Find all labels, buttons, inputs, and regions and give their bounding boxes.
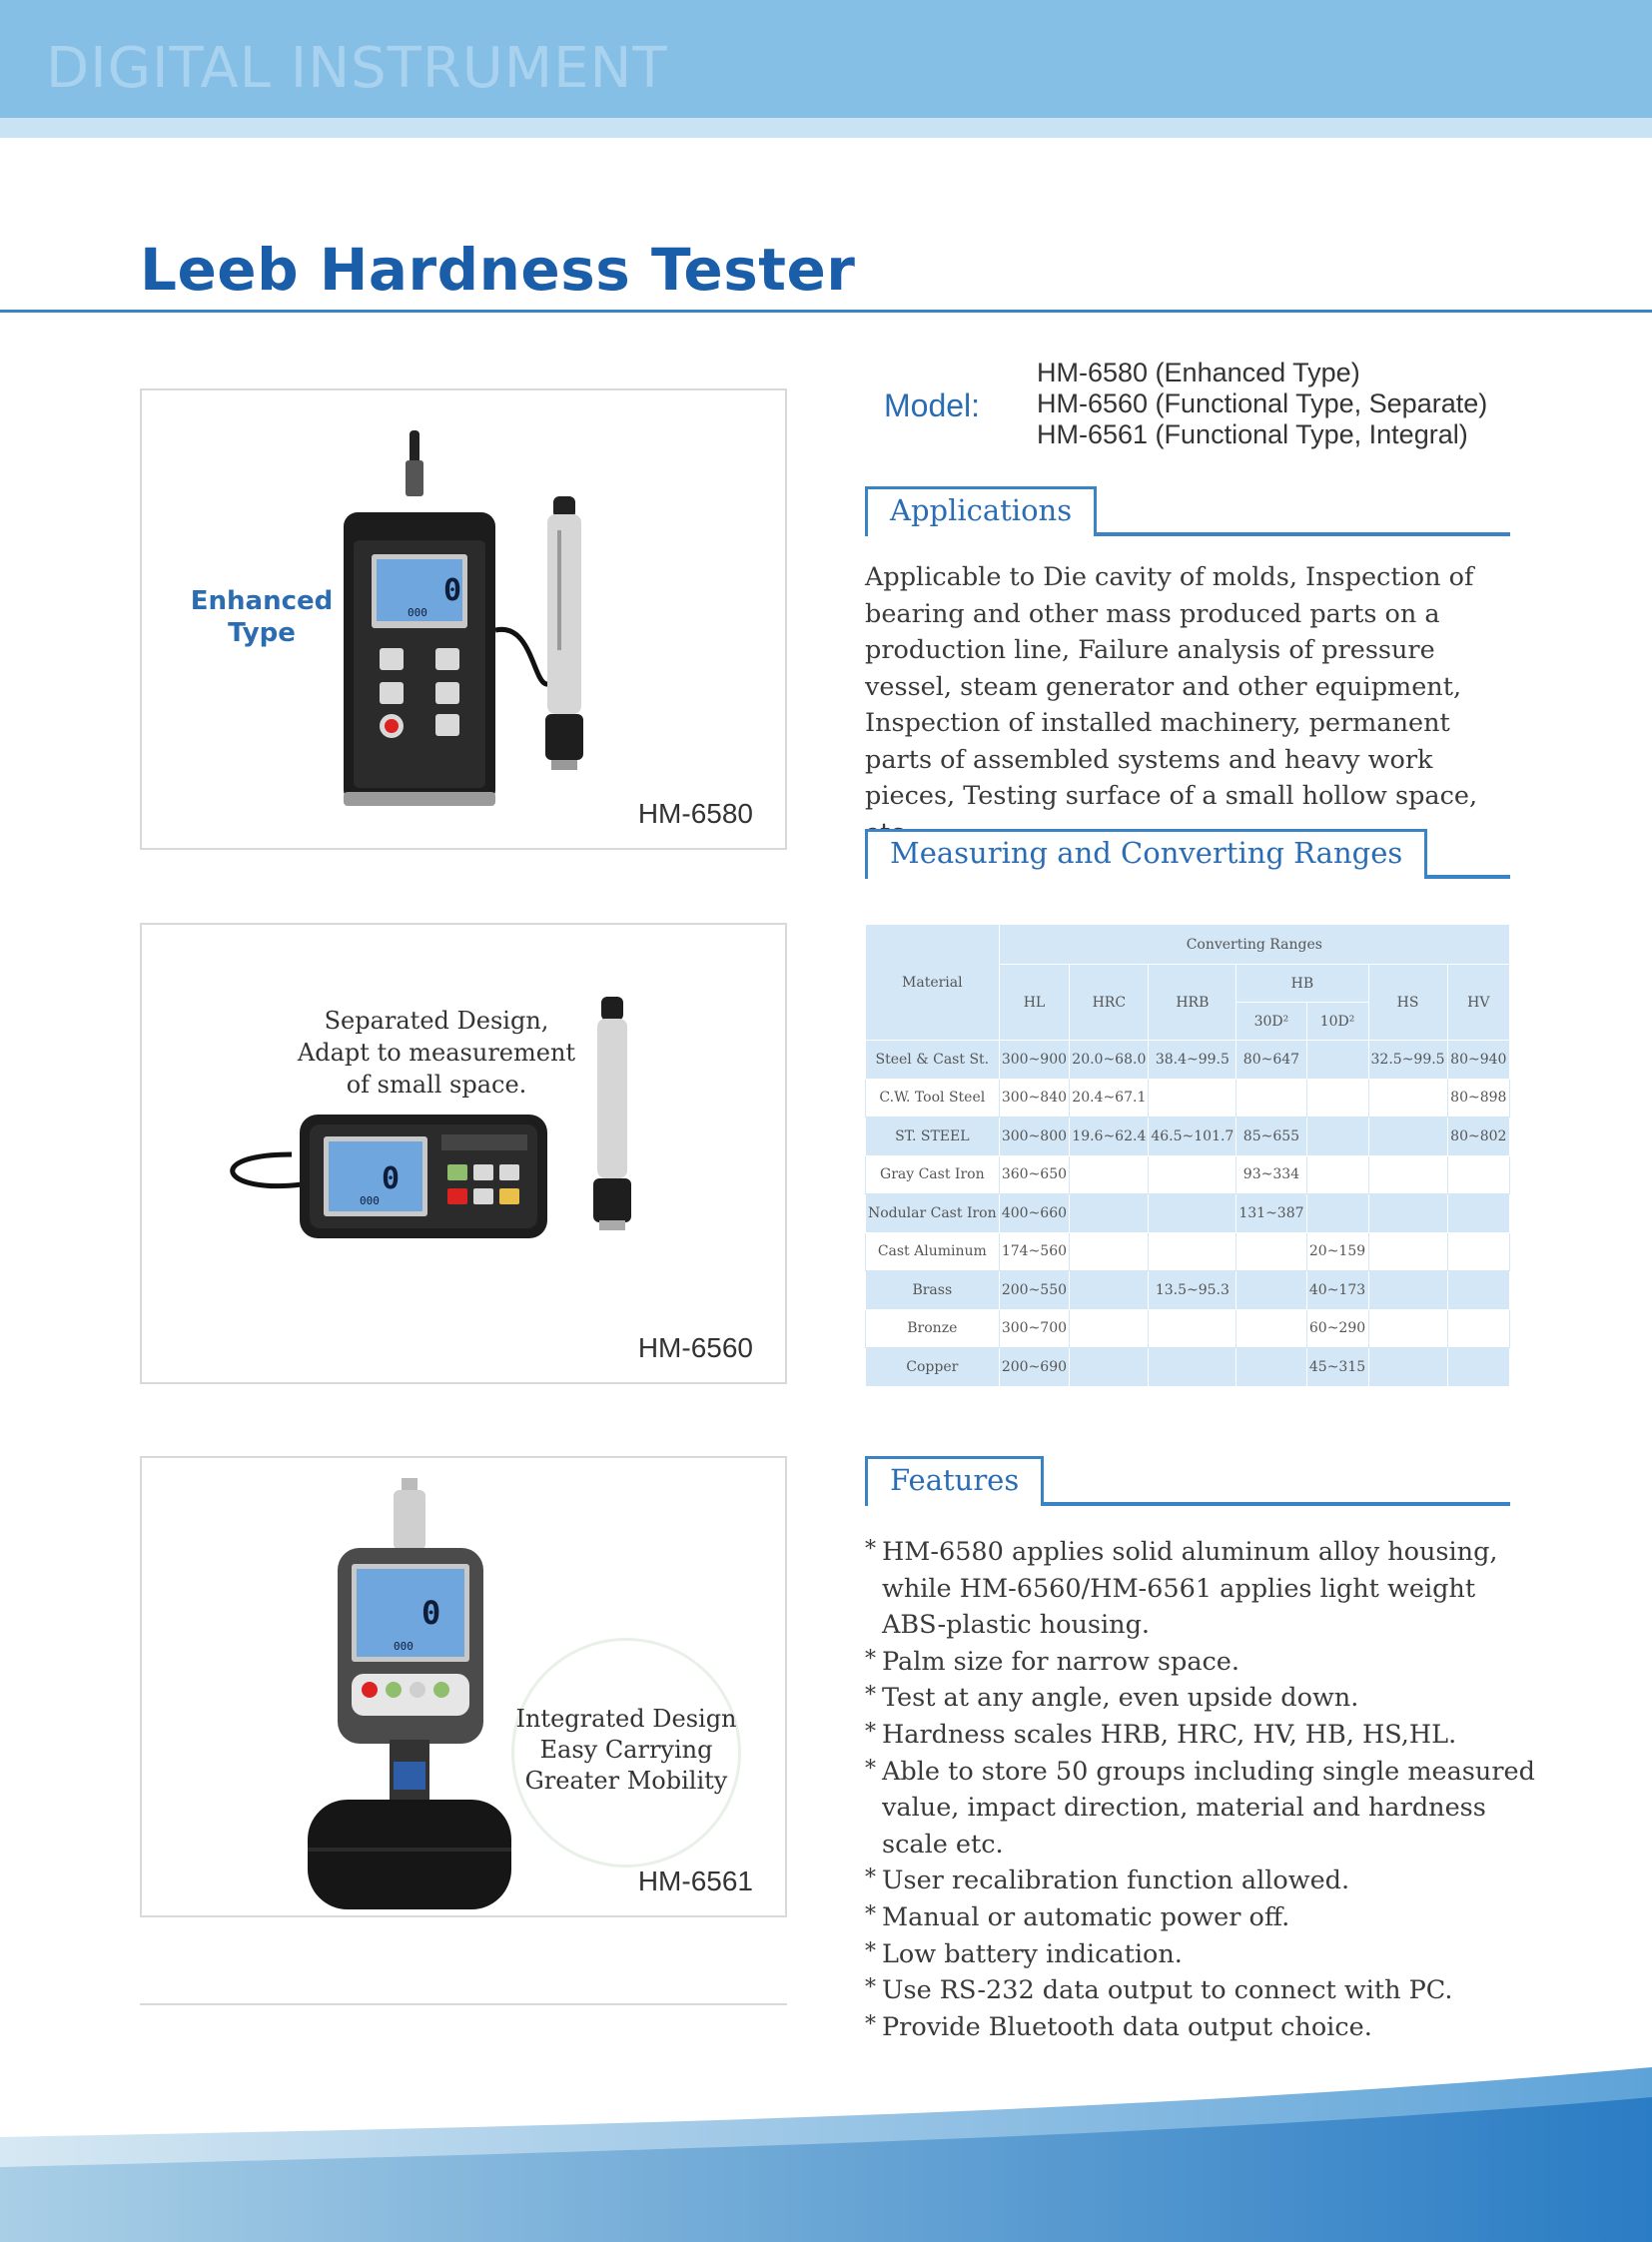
hm6580-device-image [332,430,691,830]
feature-item: * Provide Bluetooth data output choice. [865,2009,1544,2046]
range-cell [1237,1348,1306,1387]
table-row [866,1079,1510,1118]
range-cell [1070,1271,1149,1310]
product-card-hm6561 [140,1456,787,1917]
range-cell: 20.4~67.1 [1070,1079,1149,1118]
header-material: Material [866,925,1000,1041]
range-cell [1368,1079,1447,1118]
footer-wave [0,2057,1652,2242]
header-hrc: HRC [1070,965,1149,1041]
table-row [866,1232,1510,1271]
brand-name: DIGITAL INSTRUMENT [46,36,668,101]
display-digit: 0 [443,573,462,608]
range-cell [1447,1155,1509,1194]
range-cell [1070,1155,1149,1194]
product-caption: Enhanced Type [190,586,334,648]
model-label: Model: [884,387,981,423]
material-cell: C.W. Tool Steel [866,1079,1000,1118]
range-cell [1149,1194,1237,1233]
display-sub: 000 [408,606,427,619]
range-cell [1237,1309,1306,1348]
model-item: HM-6560 (Functional Type, Separate) [1037,388,1488,418]
header-hs: HS [1368,965,1447,1041]
table-row [866,1155,1510,1194]
display-sub: 000 [394,1640,413,1653]
feature-item: * Manual or automatic power off. [865,1899,1544,1936]
hm6560-device-image [212,985,671,1274]
display-digit: 0 [421,1594,441,1632]
range-cell [1447,1271,1509,1310]
features-heading: Features [865,1456,1044,1506]
table-row [866,1118,1510,1156]
ranges-table-body [866,1041,1510,1387]
range-cell: 46.5~101.7 [1149,1118,1237,1156]
product-caption: Integrated Design Easy Carrying Greater Mobility [515,1705,737,1795]
range-cell: 174~560 [999,1232,1070,1271]
range-cell: 200~550 [999,1271,1070,1310]
features-list [865,1534,1544,2045]
material-cell: Nodular Cast Iron [866,1194,1000,1233]
range-cell [1070,1194,1149,1233]
range-cell: 13.5~95.3 [1149,1271,1237,1310]
feature-item: * Test at any angle, even upside down. [865,1680,1544,1717]
header-hv: HV [1447,965,1509,1041]
table-row [866,1271,1510,1310]
column-bottom-divider [140,2003,787,2005]
feature-item: * Low battery indication. [865,1936,1544,1973]
range-cell: 300~900 [999,1041,1070,1080]
range-cell: 400~660 [999,1194,1070,1233]
material-cell: Gray Cast Iron [866,1155,1000,1194]
range-cell: 360~650 [999,1155,1070,1194]
title-divider [0,310,1652,313]
model-item: HM-6580 (Enhanced Type) [1037,358,1360,387]
range-cell [1368,1118,1447,1156]
range-cell [1070,1348,1149,1387]
header-hl: HL [999,965,1070,1041]
table-row [866,1348,1510,1387]
range-cell [1447,1232,1509,1271]
header-hrb: HRB [1149,965,1237,1041]
range-cell [1306,1155,1368,1194]
range-cell: 45~315 [1306,1348,1368,1387]
product-model-label: HM-6580 [637,798,753,829]
feature-item: * Use RS-232 data output to connect with PC. [865,1972,1544,2009]
range-cell [1070,1309,1149,1348]
range-cell [1237,1079,1306,1118]
material-cell: Bronze [866,1309,1000,1348]
range-cell: 85~655 [1237,1118,1306,1156]
range-cell [1306,1041,1368,1080]
header-hb: HB [1237,965,1368,1003]
range-cell [1447,1348,1509,1387]
feature-item: * HM-6580 applies solid aluminum alloy housing, while HM-6560/HM-6561 applies light weight ABS-plastic housing. [865,1534,1544,1644]
table-row [866,1194,1510,1233]
feature-item: * Palm size for narrow space. [865,1644,1544,1681]
material-cell: Steel & Cast St. [866,1041,1000,1080]
range-cell [1368,1194,1447,1233]
header-hb-30d2: 30D² [1237,1003,1306,1041]
range-cell: 38.4~99.5 [1149,1041,1237,1080]
page-title: Leeb Hardness Tester [140,236,856,304]
range-cell: 300~800 [999,1118,1070,1156]
range-cell: 300~840 [999,1079,1070,1118]
range-cell: 32.5~99.5 [1368,1041,1447,1080]
range-cell [1306,1194,1368,1233]
header-hb-10d2: 10D² [1306,1003,1368,1041]
range-cell: 20.0~68.0 [1070,1041,1149,1080]
range-cell [1149,1155,1237,1194]
range-cell [1368,1348,1447,1387]
range-cell: 19.6~62.4 [1070,1118,1149,1156]
material-cell: Cast Aluminum [866,1232,1000,1271]
range-cell [1447,1309,1509,1348]
range-cell [1368,1232,1447,1271]
display-sub: 000 [360,1194,380,1207]
range-cell: 93~334 [1237,1155,1306,1194]
range-cell [1237,1271,1306,1310]
range-cell [1149,1232,1237,1271]
range-cell [1306,1079,1368,1118]
range-cell [1368,1155,1447,1194]
applications-heading: Applications [865,486,1097,536]
range-cell: 131~387 [1237,1194,1306,1233]
range-cell: 80~898 [1447,1079,1509,1118]
range-cell [1368,1309,1447,1348]
range-cell: 80~647 [1237,1041,1306,1080]
applications-text: Applicable to Die cavity of molds, Inspection of bearing and other mass produced parts on a production line, Failure analysis of pressure vessel, steam generator and other equipment, Inspection of installed machinery, permanent parts of assembled systems and heavy work pieces, Testing surface of a small hollow space, [865,562,1478,811]
range-cell [1149,1348,1237,1387]
range-cell [1149,1309,1237,1348]
feature-item: * Hardness scales HRB, HRC, HV, HB, HS,HL. [865,1717,1544,1754]
header-band [0,0,1652,118]
material-cell: Brass [866,1271,1000,1310]
model-item: HM-6561 (Functional Type, Integral) [1037,419,1468,449]
header-band-stripe [0,118,1652,138]
range-cell [1306,1118,1368,1156]
range-cell [1070,1232,1149,1271]
range-cell: 40~173 [1306,1271,1368,1310]
product-card-hm6560 [140,923,787,1384]
range-cell [1447,1194,1509,1233]
range-cell: 60~290 [1306,1309,1368,1348]
range-cell: 80~940 [1447,1041,1509,1080]
product-model-label: HM-6561 [637,1866,753,1896]
feature-item: * User recalibration function allowed. [865,1863,1544,1899]
range-cell [1237,1232,1306,1271]
range-cell [1149,1079,1237,1118]
model-list [1037,358,1487,450]
product-card-hm6580 [140,388,787,850]
range-cell: 20~159 [1306,1232,1368,1271]
table-row [866,1041,1510,1080]
range-cell: 300~700 [999,1309,1070,1348]
ranges-heading: Measuring and Converting Ranges [865,829,1427,879]
range-cell [1368,1271,1447,1310]
material-cell: Copper [866,1348,1000,1387]
display-digit: 0 [382,1161,401,1196]
range-cell: 80~802 [1447,1118,1509,1156]
table-row [866,1309,1510,1348]
hm6561-device-image [302,1478,521,1917]
product-model-label: HM-6560 [637,1332,753,1363]
product-caption: Separated Design, Adapt to measurement of small space. [297,1007,576,1099]
feature-item: * Able to store 50 groups including single measured value, impact direction, material and hardness scale etc. [865,1754,1544,1864]
ranges-table [865,924,1510,1387]
material-cell: ST. STEEL [866,1118,1000,1156]
range-cell: 200~690 [999,1348,1070,1387]
header-converting: Converting Ranges [999,925,1509,965]
